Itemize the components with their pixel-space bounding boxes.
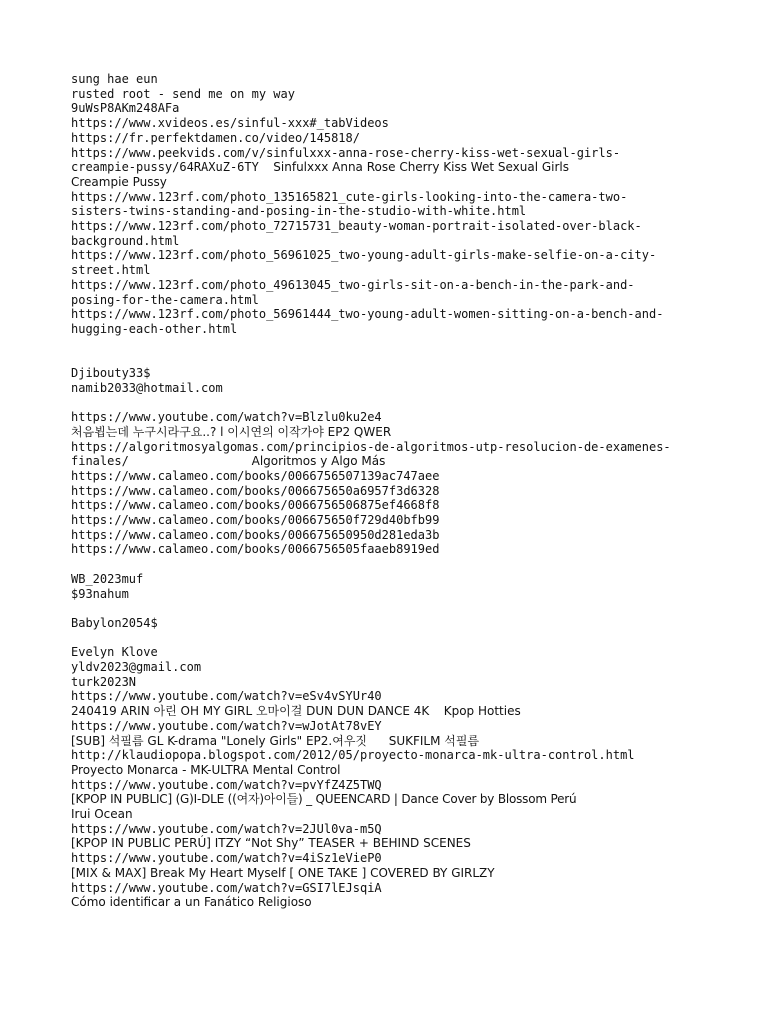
text-line: https://www.xvideos.es/sinful-xxx#_tabVideos [71,116,389,131]
channel-name: SUKFILM 석필름 [388,733,480,748]
text-line: https://www.calameo.com/books/006675650f729d40bfb99 [71,513,440,528]
text-line: https://www.calameo.com/books/006675650950d281eda3b [71,527,440,542]
video-title: Sinfulxxx Anna Rose Cherry Kiss Wet Sexual Girls [273,160,569,175]
text-line: turk2023N [71,674,137,689]
text-line: http://klaudiopopa.blogspot.com/2012/05/proyecto-monarca-mk-ultra-control.html [71,748,635,763]
video-title: [SUB] 석필름 GL K-drama "Lonely Girls" EP2.여우짓 [71,733,368,748]
text-line: https://www.youtube.com/watch?v=Blzlu0ku2e4 [71,410,382,425]
url-fragment: creampie-pussy/64RAXuZ-6TY [71,160,259,175]
text-line [71,160,728,175]
text-line: Proyecto Monarca - MK-ULTRA Mental Control [71,762,341,777]
blank-space [71,337,728,366]
page-title: Algoritmos y Algo Más [251,454,386,469]
channel-name: Kpop Hotties [443,704,521,719]
text-line: sisters-twins-standing-and-posing-in-the-studio-with-white.html [71,204,527,219]
text-line: https://www.youtube.com/watch?v=2JUl0va-m5Q [71,821,382,836]
text-line: https://www.calameo.com/books/0066756506875ef4668f8 [71,498,440,513]
text-line: posing-for-the-camera.html [71,292,259,307]
text-line: https://www.youtube.com/watch?v=GSI7lEJsqiA [71,880,382,895]
text-line: [KPOP IN PUBLIC PERÚ] ITZY “Not Shy” TEASER + BEHIND SCENES [71,836,471,851]
text-line: https://www.youtube.com/watch?v=4iSz1eVieP0 [71,851,382,866]
text-line [71,704,728,719]
url-fragment: finales/ [71,454,129,469]
text-line: background.html [71,233,180,248]
text-line: https://www.calameo.com/books/0066756507139ac747aee [71,468,440,483]
text-line: WB_2023muf [71,571,144,586]
text-line: https://www.youtube.com/watch?v=wJotAt78vEY [71,718,382,733]
text-line: https://www.123rf.com/photo_135165821_cute-girls-looking-into-the-camera-two- [71,189,628,204]
text-line: https://www.calameo.com/books/006675650a6957f3d6328 [71,483,440,498]
text-line: Djibouty33$ [71,366,151,381]
video-title: 240419 ARIN 아린 OH MY GIRL 오마이걸 DUN DUN DANCE 4K [71,704,430,719]
text-line: [KPOP IN PUBLIC] (G)I-DLE ((여자)아이들) _ QUEENCARD | Dance Cover by Blossom Perú [71,792,577,807]
text-line: Creampie Pussy [71,174,167,189]
text-line: https://www.123rf.com/photo_56961444_two-young-adult-women-sitting-on-a-bench-and- [71,307,664,322]
text-line: street.html [71,263,151,278]
text-line: hugging-each-other.html [71,321,238,336]
text-line: Evelyn Klove [71,645,158,660]
text-line: https://algoritmosyalgomas.com/principios-de-algoritmos-utp-resolucion-de-examenes- [71,439,671,454]
text-line: https://www.123rf.com/photo_72715731_beauty-woman-portrait-isolated-over-black- [71,219,642,234]
text-line: https://www.123rf.com/photo_49613045_two-girls-sit-on-a-bench-in-the-park-and- [71,277,635,292]
blank-space [71,395,728,410]
text-line: https://www.peekvids.com/v/sinfulxxx-anna-rose-cherry-kiss-wet-sexual-girls- [71,145,621,160]
text-line: https://www.123rf.com/photo_56961025_two-young-adult-girls-make-selfie-on-a-city- [71,248,657,263]
text-line: [MIX & MAX] Break My Heart Myself [ ONE TAKE ] COVERED BY GIRLZY [71,865,495,880]
text-line: 처음뵙는데 누구시라구요..? l 이시연의 이작가야 EP2 QWER [71,424,392,439]
text-line: Babylon2054$ [71,615,158,630]
text-line: rusted root - send me on my way [71,86,295,101]
text-line [71,454,728,469]
text-line: https://www.youtube.com/watch?v=eSv4vSYUr40 [71,689,382,704]
text-line: 9uWsP8AKm248AFa [71,101,180,116]
text-line: $93nahum [71,586,129,601]
text-line: Cómo identificar a un Fanático Religioso [71,895,312,910]
text-line: https://www.youtube.com/watch?v=pvYfZ4Z5TWQ [71,777,382,792]
text-line: namib2033@hotmail.com [71,380,223,395]
blank-space [71,601,728,616]
text-line: https://fr.perfektdamen.co/video/145818/ [71,130,360,145]
blank-space [71,557,728,572]
text-line [71,734,728,749]
text-line: yldv2023@gmail.com [71,660,202,675]
text-line: Irui Ocean [71,807,133,822]
blank-space [71,631,728,646]
text-line: sung hae eun [71,72,158,86]
text-line: https://www.calameo.com/books/0066756505faaeb8919ed [71,542,440,557]
